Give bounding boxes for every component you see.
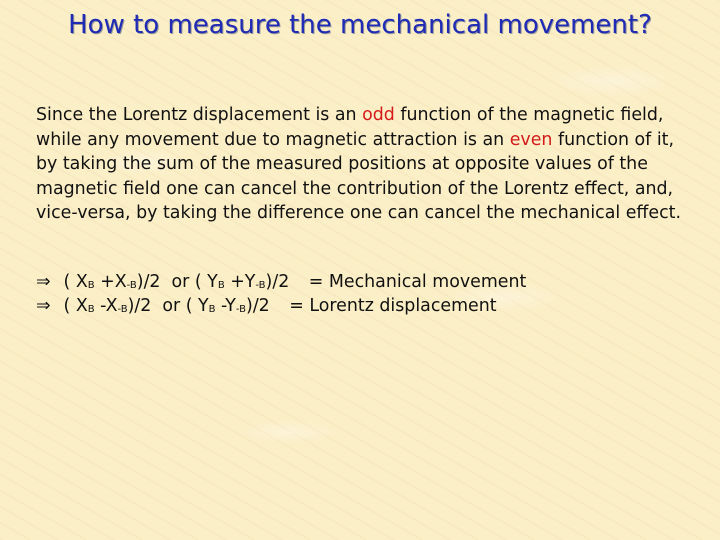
even-highlight: even [509, 129, 553, 150]
odd-highlight: odd [362, 105, 395, 125]
formula-text: -X [94, 296, 118, 316]
formula-text: ( X [63, 272, 88, 292]
formula-lorentz-displacement [36, 294, 497, 322]
formula-text: +Y [224, 272, 256, 292]
formula-result: = Mechanical movement [308, 272, 527, 292]
implies-arrow-icon: ⇒ [36, 296, 51, 316]
paragraph-part-3: function of it, by taking the sum of the measured positions at opposite values of the magnetic field one can cancel the contribution of the Lorentz effect, and, vice-versa, by taking the difference one can cancel the mechanical effect. [36, 129, 682, 223]
subscript: -B [255, 280, 266, 291]
formula-text: ( X [63, 296, 88, 316]
implies-arrow-icon: ⇒ [36, 272, 51, 292]
formula-text: -Y [215, 296, 236, 316]
formula-result: = Lorentz displacement [289, 296, 497, 316]
subscript: -B [126, 280, 137, 291]
subscript: B [217, 280, 225, 291]
paragraph-part-1: Since the Lorentz displacement is an [36, 105, 363, 125]
formula-text: +X [94, 272, 127, 292]
paragraph-part-2: function of the magnetic field, while any movement due to magnetic attraction is an [36, 105, 664, 150]
subscript: -B [117, 304, 128, 315]
slide-title: How to measure the mechanical movement? [68, 10, 652, 40]
formula-text: )/2 or ( Y [136, 272, 218, 292]
formula-text: )/2 [246, 296, 270, 316]
subscript: -B [235, 304, 247, 315]
subscript: B [87, 280, 95, 291]
subscript: B [87, 304, 95, 315]
explanation-paragraph [36, 103, 696, 226]
subscript: B [208, 304, 216, 315]
formula-text: )/2 or ( Y [127, 296, 209, 316]
formula-text: )/2 [265, 272, 290, 292]
